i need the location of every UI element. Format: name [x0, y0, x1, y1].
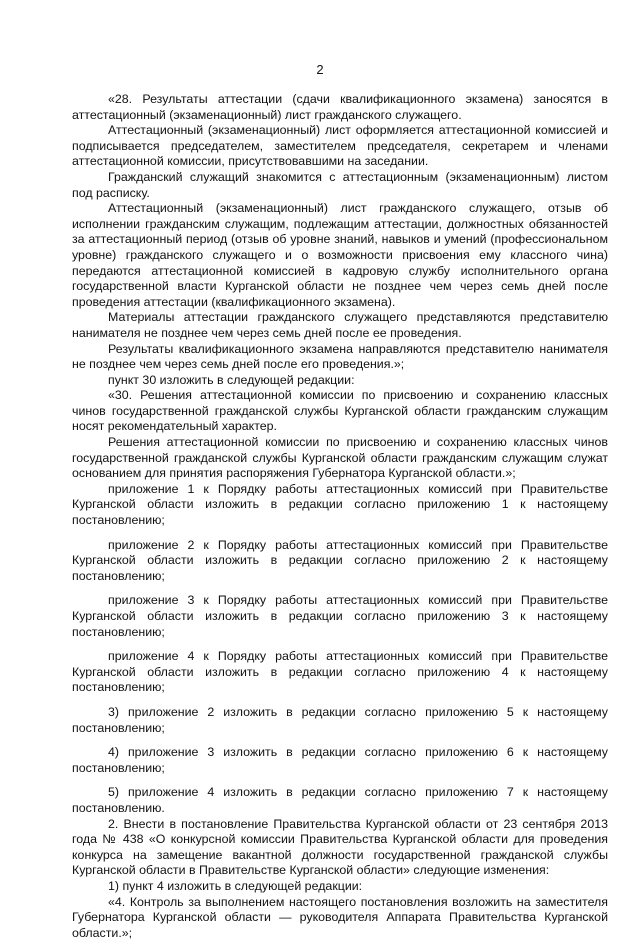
- document-body: [72, 92, 608, 941]
- paragraph-section-2: 2. Внести в постановление Правительства Курганской области от 23 сентября 2013 года № 438 «О конкурсной комиссии Правительства Курганской области для проведения конкурса на замещение вакантной должности государственной гражданской службы Курганской области в Правительстве Курганской области» следующие изменения:: [72, 817, 608, 879]
- paragraph-item-4: 4) приложение 3 изложить в редакции согласно приложению 6 к настоящему постановлению;: [72, 745, 608, 776]
- paragraph-item-3: 3) приложение 2 изложить в редакции согласно приложению 5 к настоящему постановлению;: [72, 705, 608, 736]
- paragraph-sheet-transfer: Аттестационный (экзаменационный) лист гражданского служащего, отзыв об исполнении гражданским служащим, подлежащим аттестации, должностных обязанностей за аттестационный период (отзыв об уровне знаний, навыков и умений (профессиональном уровне) гражданского служащего и о возможности присвоения ему классного чина) передаются аттестационной комиссией в кадровую службу исполнительного органа государственной власти Курганской области не позднее чем через семь дней после проведения аттестации (квалификационного экзамена).: [72, 201, 608, 310]
- paragraph-sheet-signing: Аттестационный (экзаменационный) лист оформляется аттестационной комиссией и подписывается председателем, заместителем председателя, секретарем и членами аттестационной комиссии, присутствовавшими на заседании.: [72, 123, 608, 170]
- paragraph-point-4-intro: 1) пункт 4 изложить в следующей редакции:: [72, 879, 608, 895]
- paragraph-point-30-intro: пункт 30 изложить в следующей редакции:: [72, 373, 608, 389]
- paragraph-materials: Материалы аттестации гражданского служащего представляются представителю нанимателя не позднее чем через семь дней после ее проведения.: [72, 310, 608, 341]
- paragraph-appendix-2: приложение 2 к Порядку работы аттестационных комиссий при Правительстве Курганской области изложить в редакции согласно приложению 2 к настоящему постановлению;: [72, 538, 608, 585]
- page-number: 2: [0, 62, 640, 77]
- paragraph-exam-results: Результаты квалификационного экзамена направляются представителю нанимателя не позднее чем через семь дней после его проведения.»;: [72, 342, 608, 373]
- paragraph-appendix-3: приложение 3 к Порядку работы аттестационных комиссий при Правительстве Курганской области изложить в редакции согласно приложению 3 к настоящему постановлению;: [72, 593, 608, 640]
- paragraph-receipt: Гражданский служащий знакомится с аттестационным (экзаменационным) листом под расписку.: [72, 170, 608, 201]
- paragraph-decisions-basis: Решения аттестационной комиссии по присвоению и сохранению классных чинов государственной гражданской службы Курганской области гражданским служащим служат основанием для принятия распоряжения Губернатора Курганской области.»;: [72, 435, 608, 482]
- paragraph-appendix-1: приложение 1 к Порядку работы аттестационных комиссий при Правительстве Курганской области изложить в редакции согласно приложению 1 к настоящему постановлению;: [72, 482, 608, 529]
- paragraph-appendix-4: приложение 4 к Порядку работы аттестационных комиссий при Правительстве Курганской области изложить в редакции согласно приложению 4 к настоящему постановлению;: [72, 649, 608, 696]
- paragraph-point-4-control: «4. Контроль за выполнением настоящего постановления возложить на заместителя Губернатора Курганской области — руководителя Аппарата Правительства Курганской области.»;: [72, 895, 608, 941]
- paragraph-item-5: 5) приложение 4 изложить в редакции согласно приложению 7 к настоящему постановлению.: [72, 785, 608, 816]
- paragraph-28-results: «28. Результаты аттестации (сдачи квалификационного экзамена) заносятся в аттестационный (экзаменационный) лист гражданского служащего.: [72, 92, 608, 123]
- paragraph-30-decisions: «30. Решения аттестационной комиссии по присвоению и сохранению классных чинов государственной гражданской службы Курганской области гражданским служащим носят рекомендательный характер.: [72, 388, 608, 435]
